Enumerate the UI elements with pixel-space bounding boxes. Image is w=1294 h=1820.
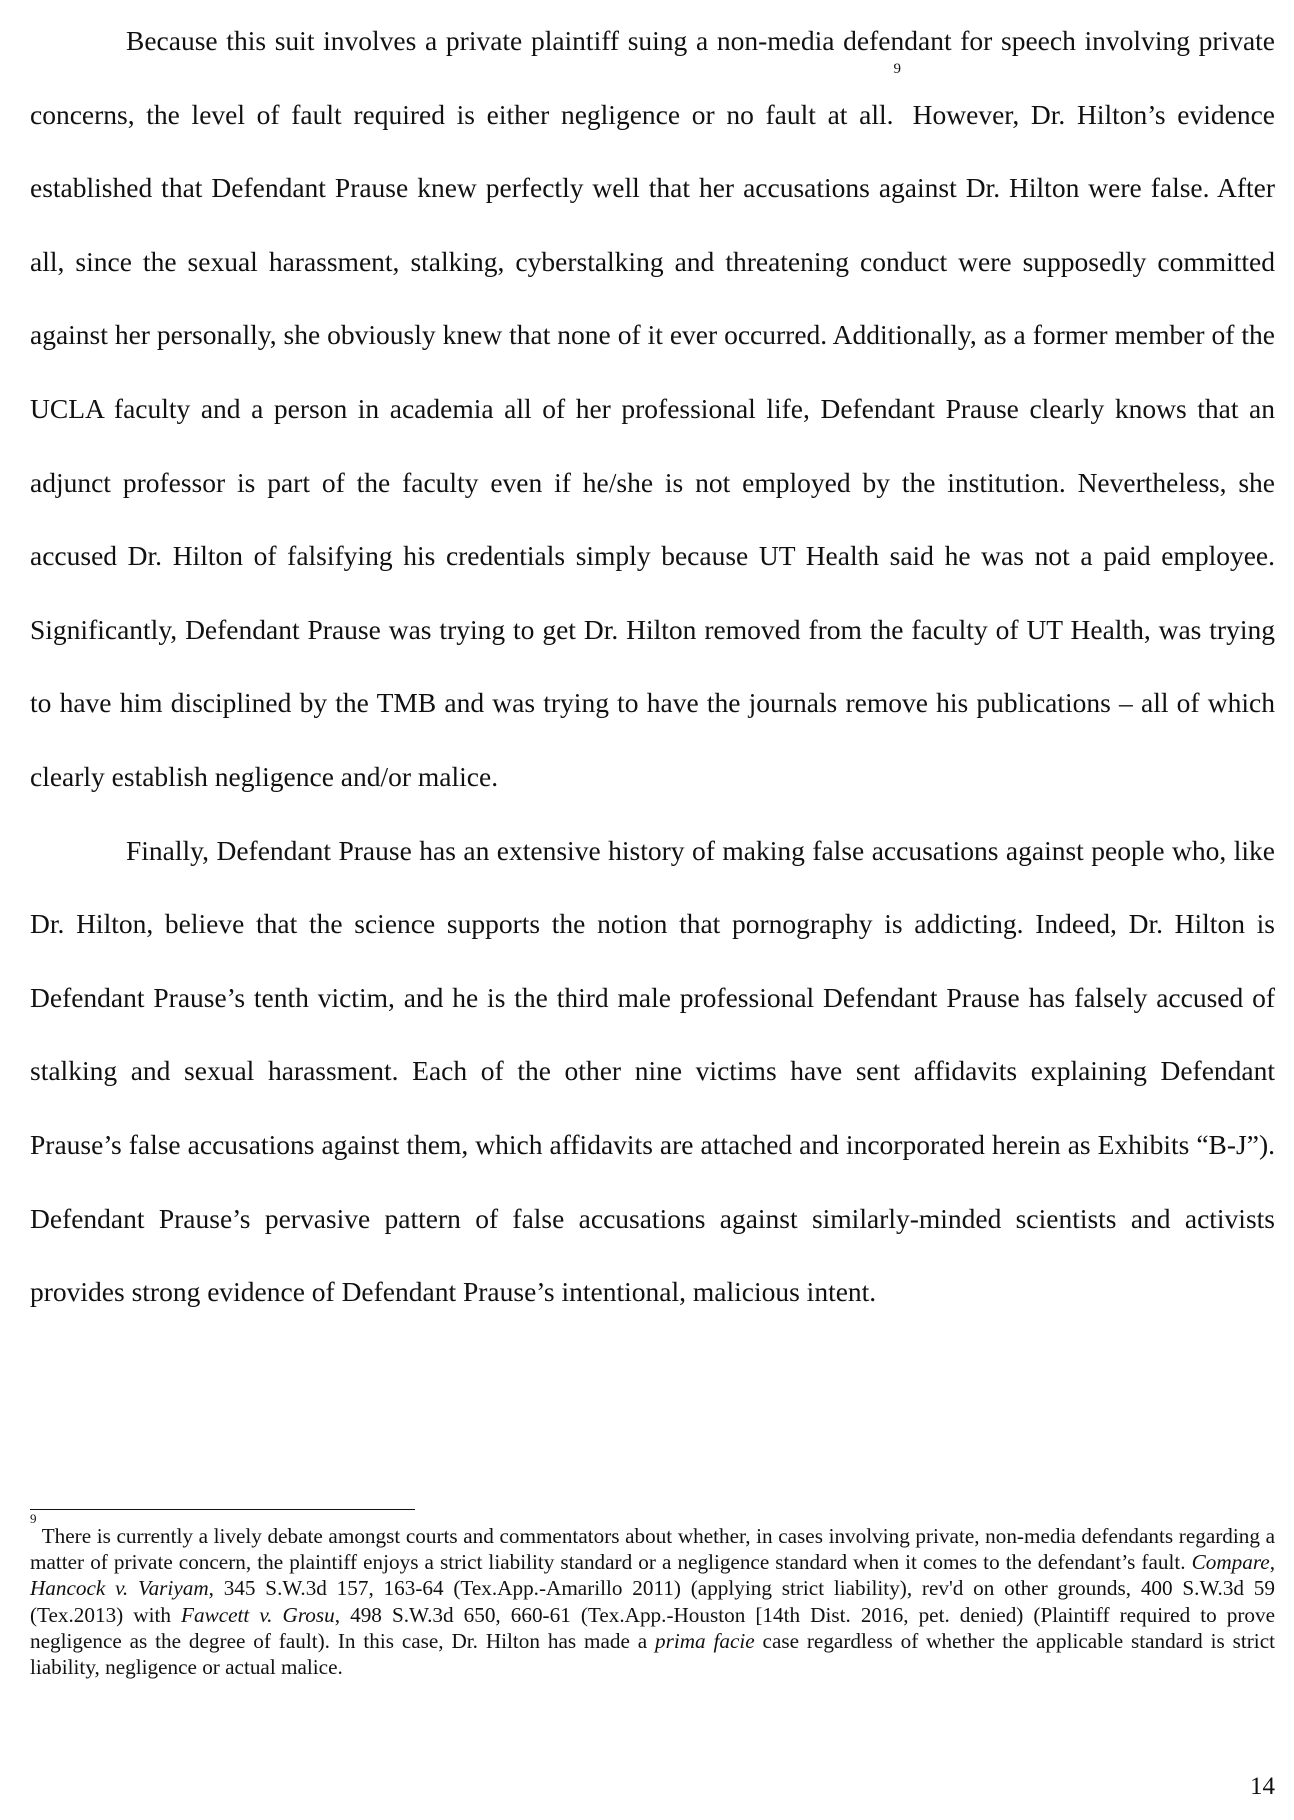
body-text [30,4,1275,1329]
footnote-text: , 498 S.W.3d 650, 660-61 (Tex.App.-Houston [14th Dist. 2016, pet. denied) (Plaintiff required to prove negligence as the degree of fault). In this case, Dr. Hilton has made a [30,1602,1276,1653]
paragraph-pattern-of-accusations: Finally, Defendant Prause has an extensive history of making false accusations against people who, like Dr. Hilton, believe that the science supports the notion that pornography is addicting. Indeed, Dr. Hilton is Defendant Prause’s tenth victim, and he is the third male professional Defendant Prause has falsely accused of stalking and sexual harassment. Each of the other nine victims have sent affidavits explaining Defendant Prause’s false accusations against them, which affidavits are attached and incorporated herein as Exhibits “B-J”). Defendant Prause’s pervasive pattern of false accusations against similarly-minded scientists and activists provides strong evidence of Defendant Prause’s intentional, malicious intent. [30,834,1275,1308]
footnote-text: , 345 S.W.3d 157, 163-64 (Tex.App.-Amarillo 2011) (applying strict liability), rev'd on other grounds, 400 S.W.3d 59 (Tex.2013) with [30,1576,1275,1627]
page-number: 14 [1250,1773,1275,1800]
citation-signal: Compare [1191,1550,1270,1575]
case-name: Hancock v. Variyam [30,1576,209,1601]
paragraph-text: Because this suit involves a private plaintiff suing a non-media defendant for speech involving private concerns, the level of fault required is either negligence or no fault at all. [30,25,1275,130]
footnote-text: case regardless of whether the applicable standard is strict liability, negligence or actual malice. [30,1628,1275,1680]
footnote-9 [30,1511,1276,1680]
footnote-separator [30,1509,415,1510]
paragraph-fault-standard [30,4,1275,814]
footnote-reference[interactable]: 9 [893,60,901,77]
paragraph-text: However, Dr. Hilton’s evidence established that Defendant Prause knew perfectly well that her accusations against Dr. Hilton were false. After all, since the sexual harassment, stalking, cyberstalking and threatening conduct were supposedly committed against her personally, she obviously knew that none of it ever occurred. Additionally, as a former member of the UCLA faculty and a person in academia all of her professional life, Defendant Prause clearly knows that an adjunct professor is part of the faculty even if he/she is not employed by the institution. Nevertheless, she accused Dr. Hilton of falsifying his credentials simply because UT Health said he was not a paid employee. Significantly, Defendant Prause was trying to get Dr. Hilton removed from the faculty of UT Health, was trying to have him disciplined by the TMB and was trying to have the journals remove his publications – all of which clearly establish negligence and/or malice. [30,98,1275,792]
footnote-text: , [1269,1550,1275,1575]
footnote-marker: 9 [30,1511,37,1526]
footnote-text: There is currently a lively debate amongst courts and commentators about whether, in cases involving private, non-media defendants regarding a matter of private concern, the plaintiff enjoys a strict liability standard or a negligence standard when it comes to the defendant’s fault. [30,1524,1275,1575]
case-name: Fawcett v. Grosu [181,1602,335,1627]
latin-term: prima facie [655,1628,755,1653]
